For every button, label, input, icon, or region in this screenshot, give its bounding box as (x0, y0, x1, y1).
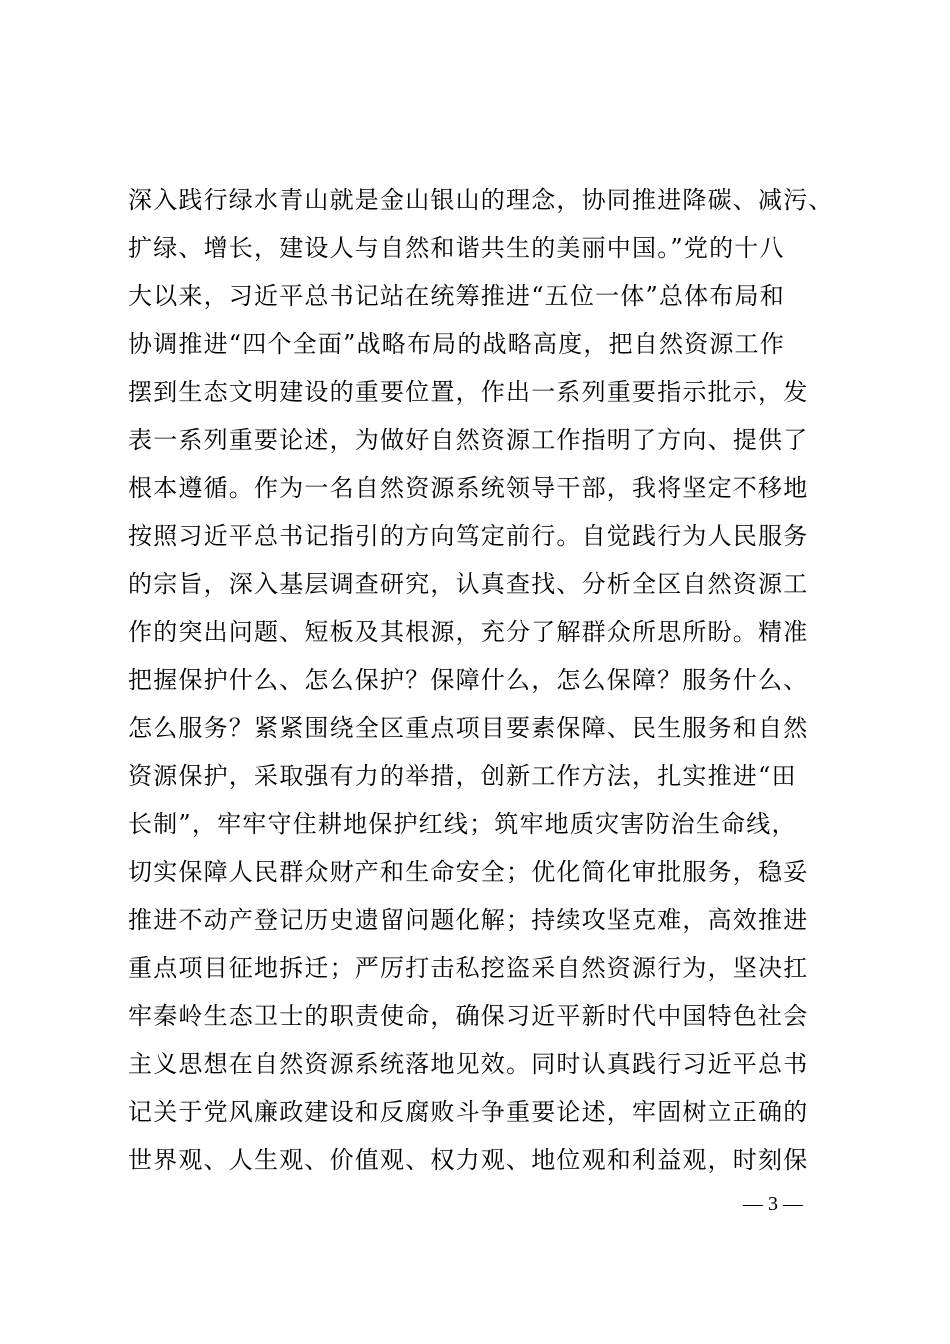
text-line: 根本遵循。作为一名自然资源系统领导干部，我将坚定不移地 (128, 474, 809, 502)
text-line: 怎么服务？紧紧围绕全区重点项目要素保障、民生服务和自然 (128, 714, 809, 742)
text-line: 推进不动产登记历史遗留问题化解；持续攻坚克难，高效推进 (128, 906, 809, 934)
text-line: 把握保护什么、怎么保护？保障什么，怎么保障？服务什么、 (128, 666, 809, 694)
text-line: 长制”，牢牢守住耕地保护红线；筑牢地质灾害防治生命线， (128, 810, 797, 838)
text-line: 协调推进“四个全面”战略布局的战略高度，把自然资源工作 (128, 330, 785, 358)
text-line: 切实保障人民群众财产和生命安全；优化简化审批服务，稳妥 (128, 858, 809, 886)
text-line: 的宗旨，深入基层调查研究，认真查找、分析全区自然资源工 (128, 570, 809, 598)
text-line: 资源保护，采取强有力的举措，创新工作方法，扎实推进“田 (128, 762, 797, 790)
body-paragraph (128, 176, 838, 1184)
text-line: 牢秦岭生态卫士的职责使命，确保习近平新时代中国特色社会 (128, 1002, 809, 1030)
text-line: 主义思想在自然资源系统落地见效。同时认真践行习近平总书 (128, 1050, 809, 1078)
text-line: 作的突出问题、短板及其根源，充分了解群众所思所盼。精准 (128, 618, 809, 646)
text-line: 深入践行绿水青山就是金山银山的理念，协同推进降碳、减污、 (128, 186, 834, 214)
text-line: 扩绿、增长，建设人与自然和谐共生的美丽中国。”党的十八 (128, 234, 785, 262)
text-line: 重点项目征地拆迁；严厉打击私挖盗采自然资源行为，坚决扛 (128, 954, 809, 982)
text-line: 记关于党风廉政建设和反腐败斗争重要论述，牢固树立正确的 (128, 1098, 809, 1126)
text-line: 按照习近平总书记指引的方向笃定前行。自觉践行为人民服务 (128, 522, 809, 550)
text-line: 大以来，习近平总书记站在统筹推进“五位一体”总体布局和 (128, 282, 785, 310)
page-number: — 3 — (743, 1193, 803, 1215)
text-line: 摆到生态文明建设的重要位置，作出一系列重要指示批示，发 (128, 378, 809, 406)
text-line: 表一系列重要论述，为做好自然资源工作指明了方向、提供了 (128, 426, 809, 454)
text-line: 世界观、人生观、价值观、权力观、地位观和利益观，时刻保 (128, 1146, 809, 1174)
